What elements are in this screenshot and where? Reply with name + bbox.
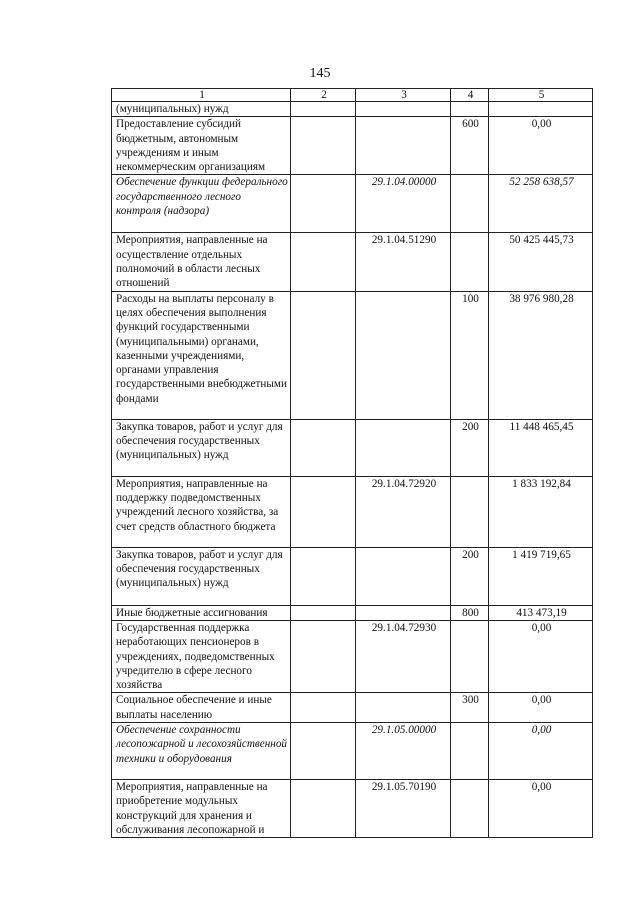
amount-cell bbox=[489, 102, 593, 117]
item-name-cell: Мероприятия, направленные на поддержку подведомственных учреждений лесного хозяйства, за счет средств областного бюджета bbox=[112, 476, 291, 547]
table-row bbox=[112, 117, 593, 175]
table-row bbox=[112, 175, 593, 233]
header-cell-2: 2 bbox=[291, 89, 356, 102]
budget-code-cell: 29.1.04.72930 bbox=[356, 620, 451, 692]
table-row bbox=[112, 419, 593, 476]
expense-type-cell bbox=[451, 620, 489, 692]
item-name-cell: Закупка товаров, работ и услуг для обеспечения государственных (муниципальных) нужд bbox=[112, 547, 291, 605]
table-row bbox=[112, 723, 593, 780]
column-2-cell bbox=[291, 117, 356, 175]
table-row bbox=[112, 102, 593, 117]
budget-code-cell bbox=[356, 419, 451, 476]
item-name-cell: (муниципальных) нужд bbox=[112, 102, 291, 117]
budget-code-cell: 29.1.04.51290 bbox=[356, 233, 451, 291]
table-row bbox=[112, 233, 593, 291]
amount-cell: 413 473,19 bbox=[489, 605, 593, 620]
budget-code-cell: 29.1.05.70190 bbox=[356, 780, 451, 838]
expense-type-cell bbox=[451, 233, 489, 291]
amount-cell: 0,00 bbox=[489, 117, 593, 175]
table-row bbox=[112, 476, 593, 547]
amount-cell: 0,00 bbox=[489, 693, 593, 723]
header-cell-1: 1 bbox=[112, 89, 291, 102]
budget-code-cell: 29.1.05.00000 bbox=[356, 723, 451, 780]
expense-type-cell: 100 bbox=[451, 291, 489, 419]
column-2-cell bbox=[291, 291, 356, 419]
budget-code-cell bbox=[356, 547, 451, 605]
amount-cell: 0,00 bbox=[489, 620, 593, 692]
budget-code-cell: 29.1.04.72920 bbox=[356, 476, 451, 547]
budget-code-cell bbox=[356, 693, 451, 723]
column-2-cell bbox=[291, 693, 356, 723]
budget-table bbox=[111, 88, 593, 838]
column-2-cell bbox=[291, 547, 356, 605]
expense-type-cell bbox=[451, 102, 489, 117]
column-2-cell bbox=[291, 233, 356, 291]
expense-type-cell bbox=[451, 476, 489, 547]
column-2-cell bbox=[291, 780, 356, 838]
expense-type-cell: 200 bbox=[451, 419, 489, 476]
item-name-cell: Социальное обеспечение и иные выплаты населению bbox=[112, 693, 291, 723]
budget-code-cell: 29.1.04.00000 bbox=[356, 175, 451, 233]
budget-code-cell bbox=[356, 117, 451, 175]
column-2-cell bbox=[291, 419, 356, 476]
column-2-cell bbox=[291, 102, 356, 117]
budget-code-cell bbox=[356, 291, 451, 419]
expense-type-cell: 800 bbox=[451, 605, 489, 620]
expense-type-cell: 300 bbox=[451, 693, 489, 723]
table-header-row bbox=[112, 89, 593, 102]
amount-cell: 0,00 bbox=[489, 780, 593, 838]
table-row bbox=[112, 620, 593, 692]
expense-type-cell bbox=[451, 175, 489, 233]
column-2-cell bbox=[291, 605, 356, 620]
item-name-cell: Расходы на выплаты персоналу в целях обеспечения выполнения функций государственными (муниципальными) органами, казенными учреждениями, органами управления государственными внебюджетными фондами bbox=[112, 291, 291, 419]
item-name-cell: Обеспечение функции федерального государственного лесного контроля (надзора) bbox=[112, 175, 291, 233]
amount-cell: 38 976 980,28 bbox=[489, 291, 593, 419]
amount-cell: 0,00 bbox=[489, 723, 593, 780]
item-name-cell: Закупка товаров, работ и услуг для обеспечения государственных (муниципальных) нужд bbox=[112, 419, 291, 476]
amount-cell: 52 258 638,57 bbox=[489, 175, 593, 233]
item-name-cell: Мероприятия, направленные на приобретение модульных конструкций для хранения и обслуживания лесопожарной и bbox=[112, 780, 291, 838]
table-body bbox=[112, 102, 593, 838]
budget-code-cell bbox=[356, 605, 451, 620]
expense-type-cell bbox=[451, 780, 489, 838]
table-row bbox=[112, 291, 593, 419]
amount-cell: 1 419 719,65 bbox=[489, 547, 593, 605]
item-name-cell: Иные бюджетные ассигнования bbox=[112, 605, 291, 620]
table-row bbox=[112, 547, 593, 605]
item-name-cell: Государственная поддержка неработающих пенсионеров в учреждениях, подведомственных учредителю в сфере лесного хозяйства bbox=[112, 620, 291, 692]
header-cell-5: 5 bbox=[489, 89, 593, 102]
expense-type-cell: 600 bbox=[451, 117, 489, 175]
column-2-cell bbox=[291, 175, 356, 233]
amount-cell: 1 833 192,84 bbox=[489, 476, 593, 547]
expense-type-cell: 200 bbox=[451, 547, 489, 605]
column-2-cell bbox=[291, 620, 356, 692]
table-row bbox=[112, 605, 593, 620]
item-name-cell: Предоставление субсидий бюджетным, автономным учреждениям и иным некоммерческим организациям bbox=[112, 117, 291, 175]
expense-type-cell bbox=[451, 723, 489, 780]
header-cell-4: 4 bbox=[451, 89, 489, 102]
page-number: 145 bbox=[309, 66, 331, 81]
budget-code-cell bbox=[356, 102, 451, 117]
table-row bbox=[112, 693, 593, 723]
header-cell-3: 3 bbox=[356, 89, 451, 102]
amount-cell: 50 425 445,73 bbox=[489, 233, 593, 291]
column-2-cell bbox=[291, 476, 356, 547]
column-2-cell bbox=[291, 723, 356, 780]
table-row bbox=[112, 780, 593, 838]
amount-cell: 11 448 465,45 bbox=[489, 419, 593, 476]
item-name-cell: Обеспечение сохранности лесопожарной и лесохозяйственной техники и оборудования bbox=[112, 723, 291, 780]
item-name-cell: Мероприятия, направленные на осуществление отдельных полномочий в области лесных отношений bbox=[112, 233, 291, 291]
